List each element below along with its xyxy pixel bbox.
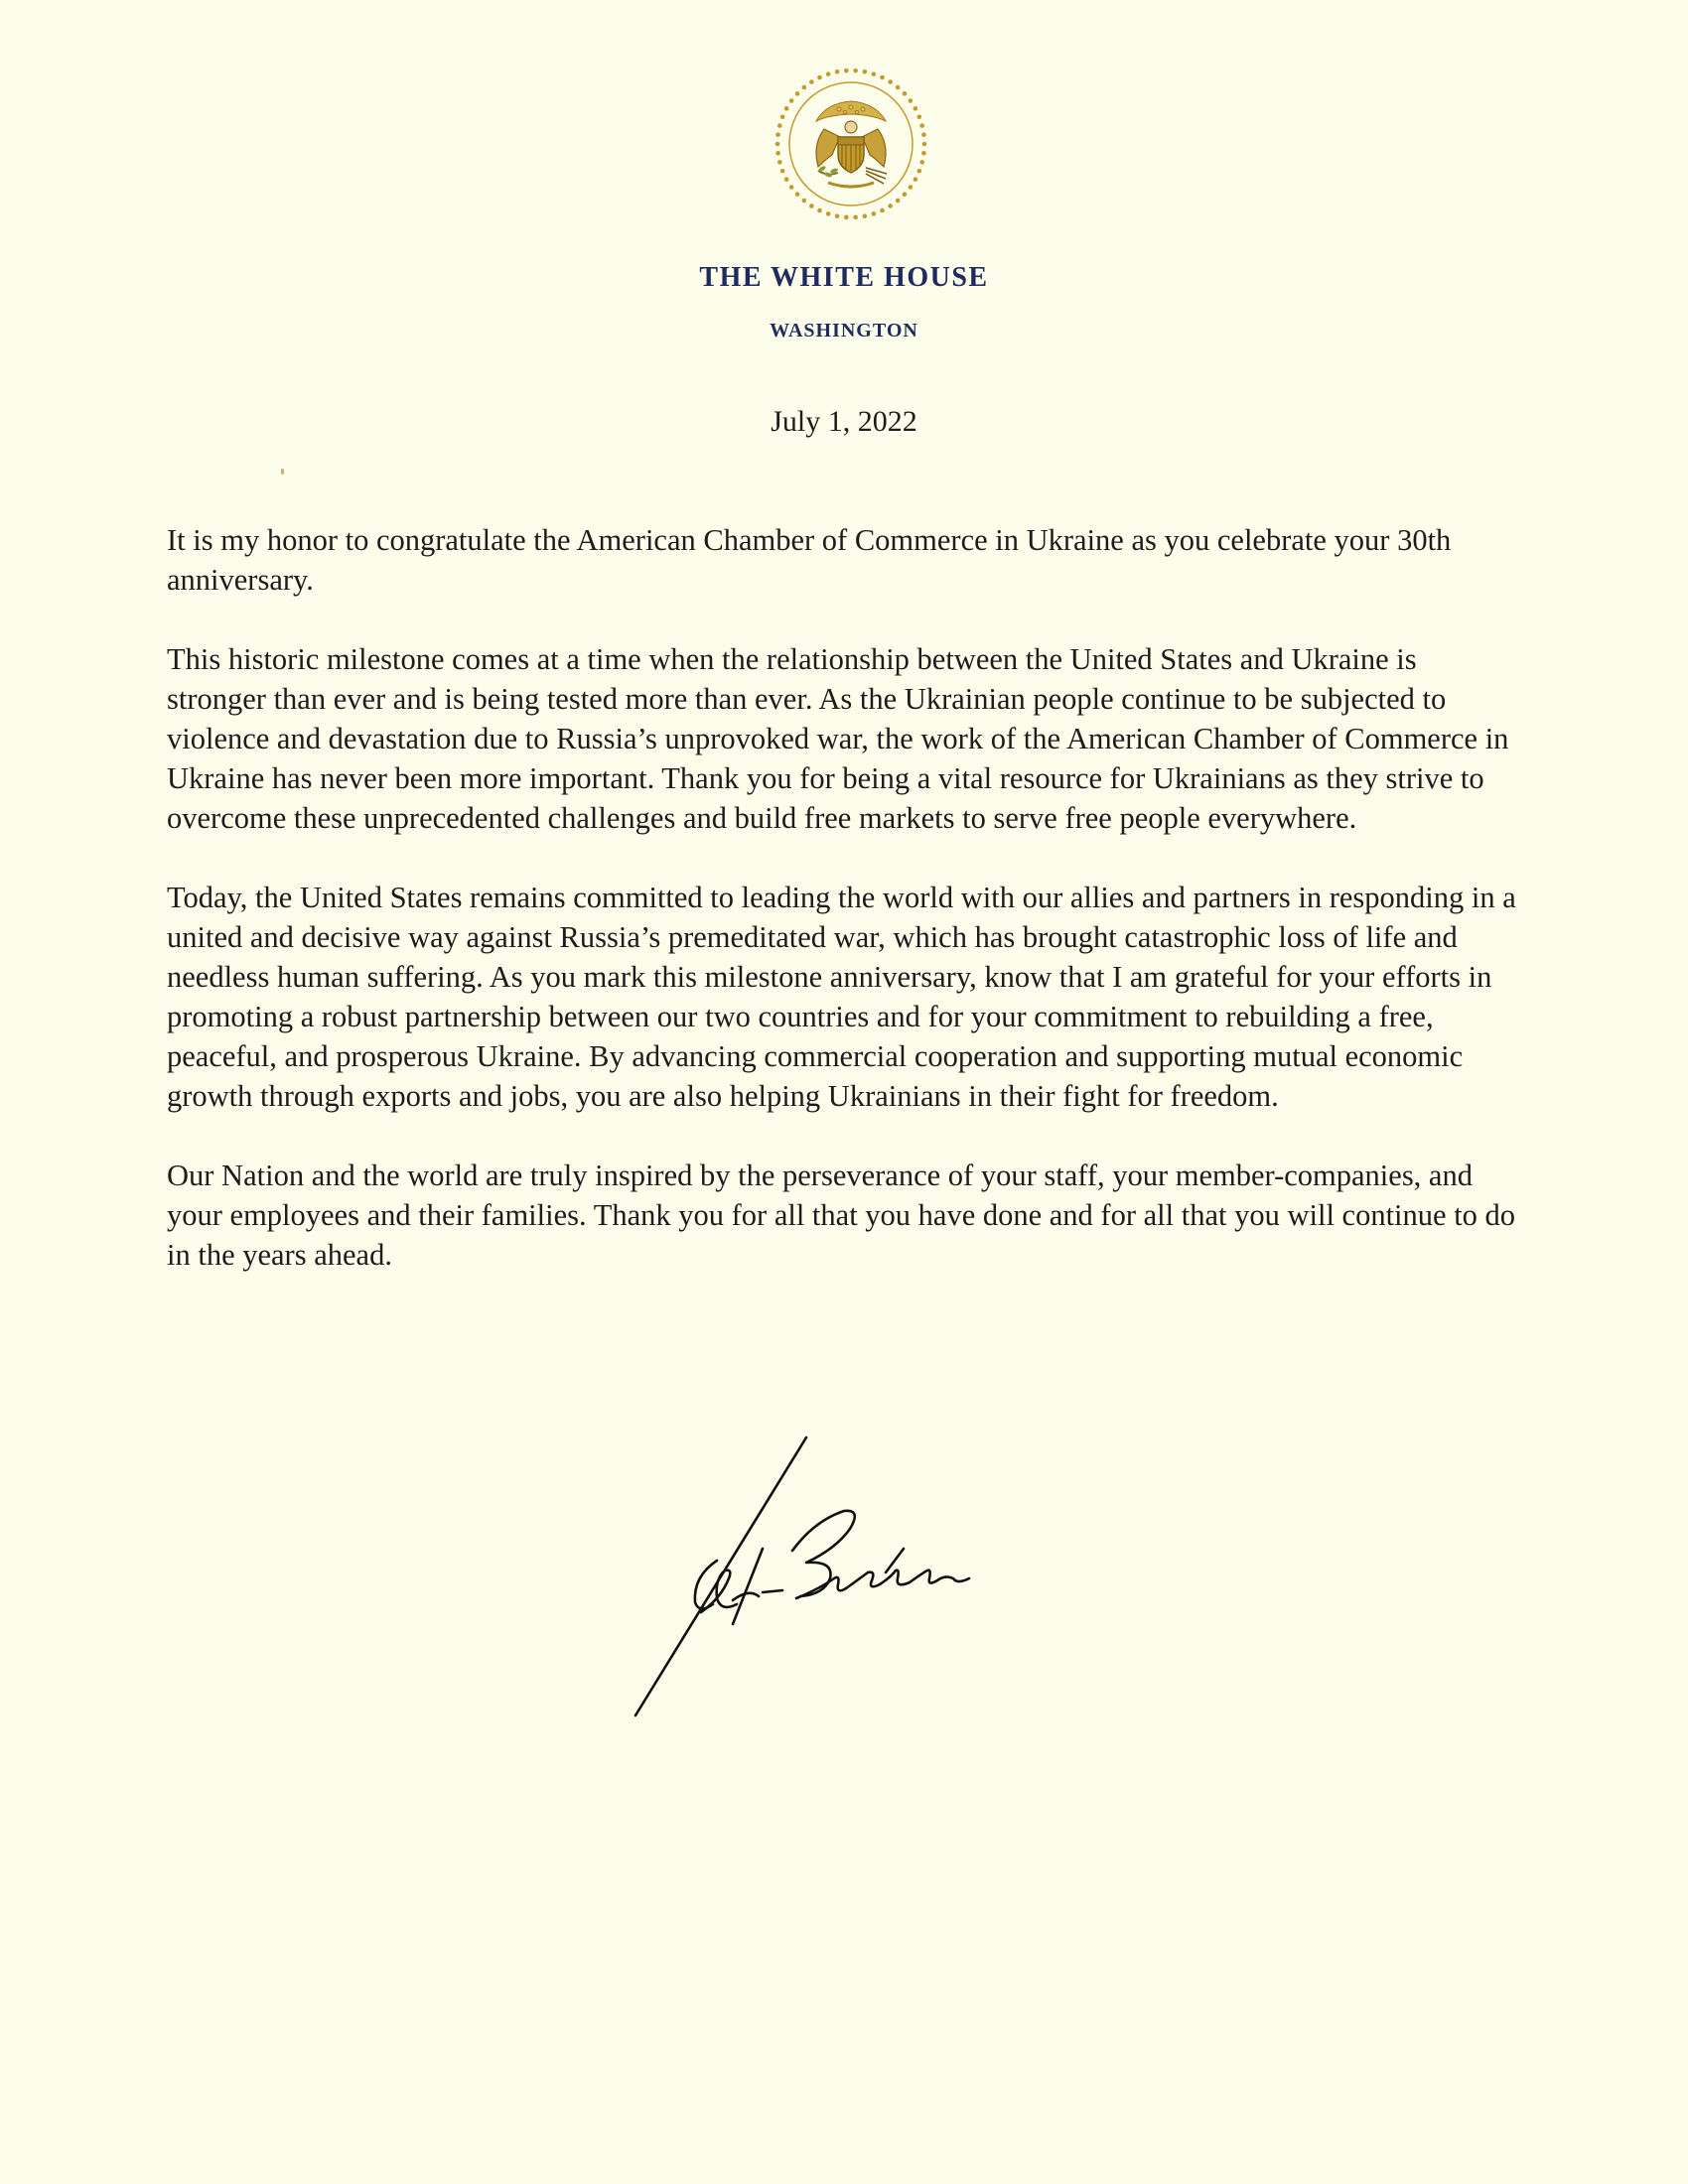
letterhead-subtitle: WASHINGTON: [770, 320, 918, 341]
seal-star: [917, 169, 922, 174]
seal-star: [844, 215, 849, 220]
seal-star: [817, 75, 822, 80]
paper-fleck: [281, 469, 284, 475]
seal-star: [853, 68, 858, 73]
seal-star: [872, 71, 877, 76]
seal-star: [784, 177, 789, 182]
seal-star: [780, 169, 785, 174]
seal-star: [789, 98, 794, 103]
seal-star: [863, 213, 868, 218]
seal-star: [789, 185, 794, 190]
seal-star: [914, 177, 918, 182]
seal-star: [775, 142, 780, 147]
seal-star: [922, 142, 927, 147]
seal-star: [802, 199, 807, 204]
seal-star: [826, 211, 831, 216]
seal-star: [809, 79, 814, 84]
paragraph-1: It is my honor to congratulate the American Chamber of Commerce in Ukraine as you celebrate your 30th anniversary.: [167, 523, 1452, 597]
seal-star: [802, 85, 807, 90]
seal-star: [903, 192, 908, 197]
seal-star: [914, 106, 918, 111]
seal-star: [896, 85, 901, 90]
seal-star: [896, 199, 901, 204]
seal-star: [784, 106, 789, 111]
seal-star: [795, 91, 800, 96]
seal-star: [826, 71, 831, 76]
paragraph-2: This historic milestone comes at a time when the relationship between the United States and Ukraine is stronger than ever and is being tested more than ever. As the Ukrainian people continue to be subjected to violence and devastation due to Russia’s unprovoked war, the work of the American Chamber of Commerce in Ukraine has never been more important. Thank you for being a vital resource for Ukrainians as they strive to overcome these unprecedented challenges and build free markets to serve free people everywhere.: [167, 642, 1509, 835]
seal-star: [835, 69, 840, 74]
seal-star: [921, 132, 926, 137]
seal-star: [835, 213, 840, 218]
seal-star: [888, 204, 893, 208]
seal-star: [921, 151, 926, 156]
seal-star: [919, 123, 924, 128]
seal-star: [795, 192, 800, 197]
presidential-seal-icon: [767, 60, 935, 228]
seal-star: [777, 123, 782, 128]
seal-star: [872, 211, 877, 216]
seal-star: [903, 91, 908, 96]
letter-body: [167, 520, 1517, 1314]
seal-star: [777, 160, 782, 165]
seal-star: [775, 151, 780, 156]
seal-star: [909, 98, 914, 103]
seal-star: [844, 68, 849, 73]
seal-star: [809, 204, 814, 208]
paragraph-4: Our Nation and the world are truly inspired by the perseverance of your staff, your member-companies, and your employees and their families. Thank you for all that you have done and for all that you will continue to do in the years ahead.: [167, 1159, 1516, 1272]
paragraph-3: Today, the United States remains committed to leading the world with our allies and partners in responding in a united and decisive way against Russia’s premeditated war, which has brought catastrophic loss of life and needless human suffering. As you mark this milestone anniversary, know that I am grateful for your efforts in promoting a robust partnership between our two countries and for your commitment to rebuilding a free, peaceful, and prosperous Ukraine. By advancing commercial cooperation and supporting mutual economic growth through exports and jobs, you are also helping Ukrainians in their fight for freedom.: [167, 881, 1516, 1113]
letterhead-title: THE WHITE HOUSE: [699, 262, 989, 293]
seal-star: [888, 79, 893, 84]
seal-star: [909, 185, 914, 190]
seal-star: [863, 69, 868, 74]
handwritten-signature-icon: [626, 1430, 1062, 1727]
seal-star: [780, 114, 785, 119]
seal-star: [775, 132, 780, 137]
seal-star: [853, 215, 858, 220]
seal-star: [917, 114, 922, 119]
seal-star: [817, 208, 822, 213]
seal-star: [919, 160, 924, 165]
seal-star: [880, 208, 885, 213]
letter-date: July 1, 2022: [771, 405, 917, 438]
seal-star: [880, 75, 885, 80]
